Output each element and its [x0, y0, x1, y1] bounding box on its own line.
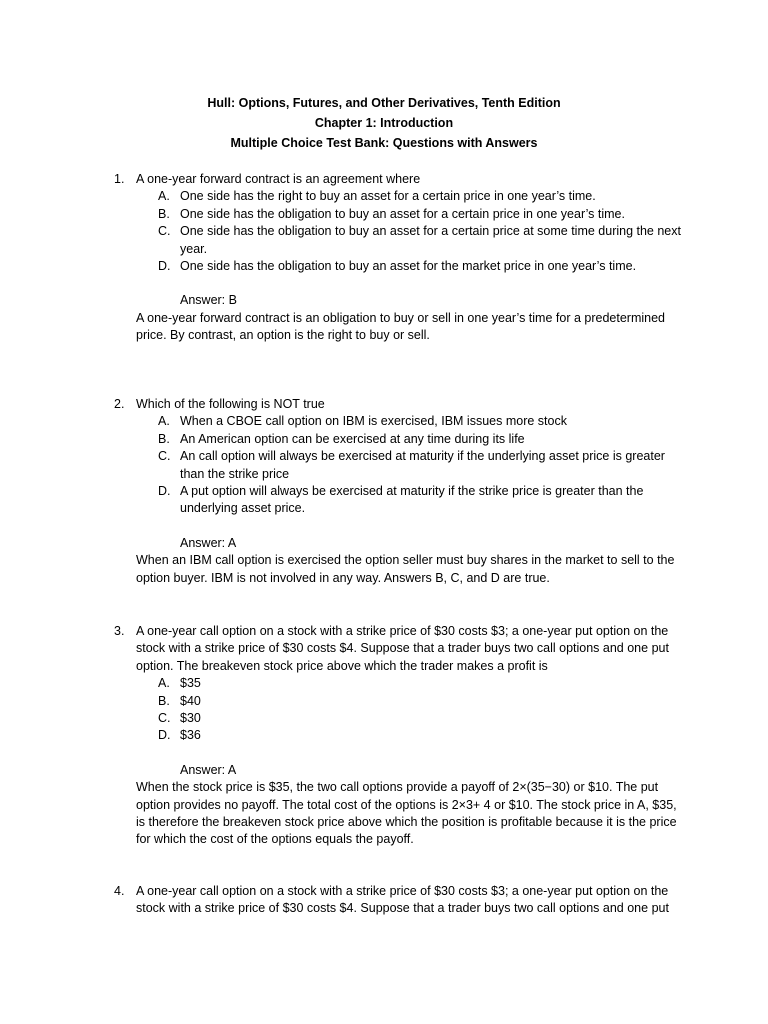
question-text: A one-year call option on a stock with a strike price of $30 costs $3; a one-year put option on the stock with a strike price of $30 costs $4. Suppose that a trader buys two call options and one put option. The breakeven stock price above which the trader makes a profit is — [136, 624, 669, 673]
option-text: $35 — [180, 676, 201, 691]
question-1 — [0, 171, 768, 345]
option-letter: A. — [158, 676, 170, 691]
question-number: 1. — [114, 172, 125, 186]
option-text: An American option can be exercised at any time during its life — [180, 431, 525, 446]
option-text: $36 — [180, 728, 201, 743]
option-text: When a CBOE call option on IBM is exercised, IBM issues more stock — [180, 414, 567, 429]
document-header — [0, 93, 768, 153]
answer-explanation: When the stock price is $35, the two call options provide a payoff of 2×(35−30) or $10. The put option provides no payoff. The total cost of the options is 2×3+ 4 or $10. The stock price in A, $35, is therefore the breakeven stock price above which the position is profitable because it is the price for which the cost of the options equals the payoff. — [136, 780, 677, 847]
option-letter: A. — [158, 414, 170, 429]
question-number: 3. — [114, 624, 125, 638]
option-letter: C. — [158, 711, 171, 726]
option-a — [0, 413, 768, 430]
option-a — [0, 675, 768, 692]
question-number: 4. — [114, 884, 125, 898]
option-c — [0, 223, 768, 258]
option-letter: A. — [158, 189, 170, 204]
question-2 — [0, 396, 768, 587]
answer-explanation: When an IBM call option is exercised the option seller must buy shares in the market to sell to the option buyer. IBM is not involved in any way. Answers B, C, and D are true. — [136, 553, 675, 585]
option-d — [0, 258, 768, 275]
document-subtitle: Multiple Choice Test Bank: Questions with Answers — [230, 136, 538, 150]
answer-label: Answer: A — [180, 535, 237, 550]
option-c — [0, 710, 768, 727]
option-letter: B. — [158, 431, 170, 446]
answer-explanation: A one-year forward contract is an obligation to buy or sell in one year’s time for a predetermined price. By contrast, an option is the right to buy or sell. — [136, 310, 665, 343]
option-c — [0, 448, 768, 483]
question-text: A one-year call option on a stock with a strike price of $30 costs $3; a one-year put option on the stock with a strike price of $30 costs $4. Suppose that a trader buys two call options and one put — [136, 884, 669, 916]
answer-label: Answer: B — [180, 293, 237, 308]
option-text: One side has the obligation to buy an asset for the market price in one year’s time. — [180, 259, 637, 274]
document-title: Hull: Options, Futures, and Other Derivatives, Tenth Edition — [207, 96, 561, 110]
question-text: Which of the following is NOT true — [136, 397, 325, 411]
option-letter: D. — [158, 728, 171, 743]
option-b — [0, 206, 768, 223]
option-text: An call option will always be exercised at maturity if the underlying asset price is greater than the strike price — [180, 449, 665, 481]
option-text: $40 — [180, 693, 201, 708]
option-b — [0, 693, 768, 710]
option-text: One side has the obligation to buy an asset for a certain price in one year’s time. — [180, 206, 625, 221]
option-d — [0, 727, 768, 744]
option-letter: B. — [158, 693, 170, 708]
question-4 — [0, 883, 768, 918]
question-number: 2. — [114, 397, 125, 411]
option-d — [0, 483, 768, 518]
option-text: One side has the obligation to buy an asset for a certain price at some time during the next year. — [180, 224, 681, 256]
question-3 — [0, 623, 768, 849]
option-letter: D. — [158, 484, 171, 499]
option-letter: C. — [158, 224, 171, 239]
option-a — [0, 188, 768, 205]
option-text: One side has the right to buy an asset for a certain price in one year’s time. — [180, 189, 596, 204]
option-letter: D. — [158, 259, 171, 274]
option-text: $30 — [180, 711, 201, 726]
question-text: A one-year forward contract is an agreement where — [136, 172, 421, 186]
chapter-title: Chapter 1: Introduction — [314, 116, 454, 130]
option-letter: B. — [158, 206, 170, 221]
option-b — [0, 431, 768, 448]
option-letter: C. — [158, 449, 171, 464]
answer-label: Answer: A — [180, 762, 237, 777]
option-text: A put option will always be exercised at maturity if the strike price is greater than the underlying asset price. — [180, 484, 644, 516]
